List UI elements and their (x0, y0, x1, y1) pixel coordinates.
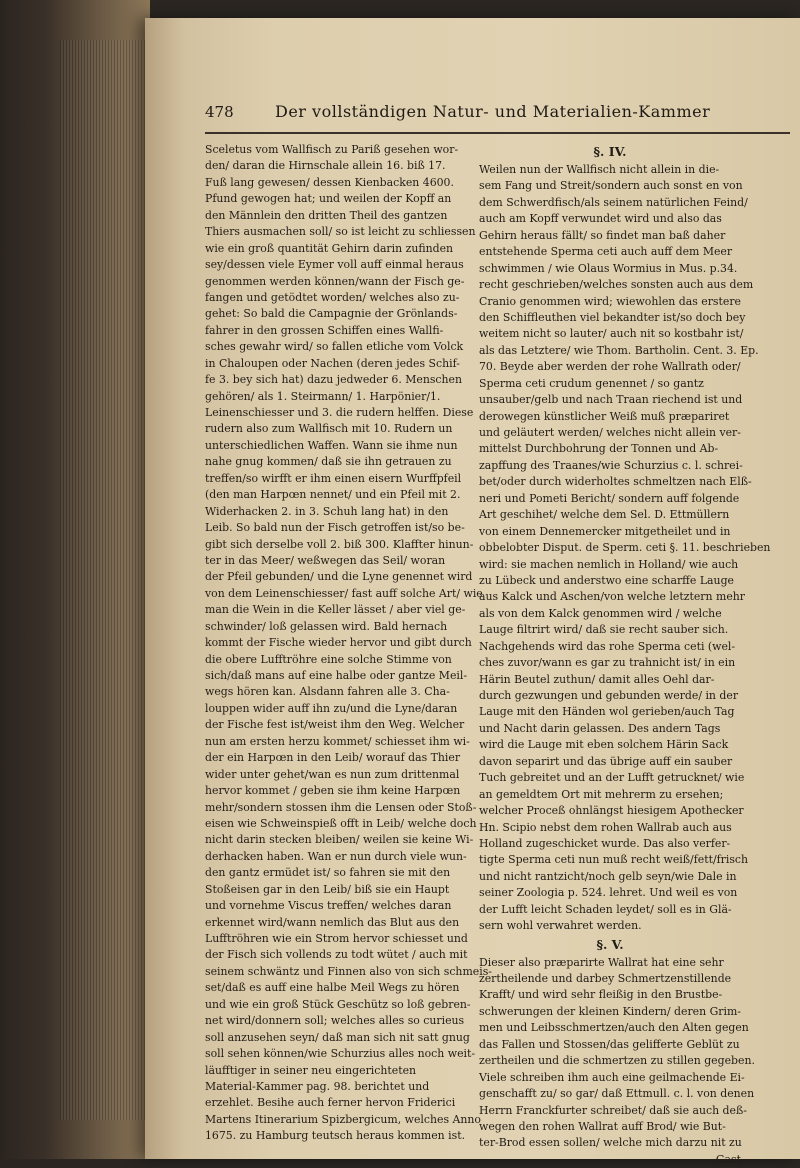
text-line: Lauge filtrirt wird/ daß sie recht sauber sich. (479, 623, 729, 637)
text-line: mehr/sondern stossen ihm die Lensen oder Stoß- (205, 800, 477, 814)
page-number: 478 (205, 103, 234, 121)
text-line: wird: sie machen nemlich in Holland/ wie auch (479, 557, 739, 571)
text-line: der Fisch sich vollends zu todt wütet / auch mit (205, 948, 468, 962)
text-line: entstehende Sperma ceti auch auff dem Meer (479, 245, 733, 259)
text-line: unsauber/gelb und nach Traan riechend ist und (479, 393, 743, 407)
text-line: von einem Dennemercker mitgetheilet und in (479, 524, 731, 538)
text-line: hervor kommet / geben sie ihm keine Harpœn (205, 784, 461, 798)
text-line: soll sehen können/wie Schurzius alles noch weit- (205, 1047, 476, 1061)
text-line: zertheilen und die schmertzen zu stillen gegeben. (479, 1054, 755, 1068)
text-line: und nicht rantzicht/noch gelb seyn/wie Dale in (479, 869, 737, 883)
text-line: ches zuvor/wann es gar zu trahnicht ist/ in ein (479, 656, 736, 670)
catchword: Gast (715, 1152, 741, 1166)
text-line: Fuß lang gewesen/ dessen Kienbacken 4600. (205, 175, 454, 189)
text-line: set/daß es auff eine halbe Meil Wegs zu hören (205, 981, 460, 995)
text-line: nun am ersten herzu kommet/ schiesset ihm wi- (205, 734, 470, 748)
text-line: mittelst Durchbohrung der Tonnen und Ab- (479, 442, 719, 456)
text-line: den Männlein den dritten Theil des gantzen (205, 208, 448, 222)
text-line: erkennet wird/wann nemlich das Blut aus den (205, 915, 460, 929)
text-line: 70. Beyde aber werden der rohe Wallrath oder/ (479, 360, 741, 374)
text-line: Art geschihet/ welche dem Sel. D. Ettmüllern (479, 508, 730, 522)
text-line: weitem nicht so lauter/ auch nit so kostbahr ist/ (479, 327, 744, 341)
text-line: Holland zugeschicket wurde. Das also verfer- (479, 836, 731, 850)
text-line: man die Wein in die Keller lässet / aber viel ge- (205, 603, 466, 617)
text-line: gehören/ als 1. Steirmann/ 1. Harpönier/1. (205, 389, 441, 403)
text-line: durch gezwungen und gebunden werde/ in der (479, 689, 739, 702)
text-line: obbelobter Disput. de Sperm. ceti §. 11. beschrieben (479, 541, 771, 555)
text-line: Gehirn heraus fällt/ so findet man baß daher (479, 228, 726, 242)
text-line: genschafft zu/ so gar/ daß Ettmull. c. l. von denen (479, 1087, 755, 1101)
text-line: fangen und getödtet worden/ welches also zu- (205, 290, 460, 304)
text-line: seinem schwäntz und Finnen also von sich schmeis- (205, 964, 492, 978)
text-line: und Nacht darin gelassen. Des andern Tags (479, 721, 721, 735)
text-line: der ein Harpœn in den Leib/ worauf das Thier (205, 751, 461, 765)
text-line: Martens Itinerarium Spizbergicum, welches Anno (205, 1112, 481, 1126)
text-line: auch am Kopff verwundet wird und also das (479, 212, 722, 226)
text-line: erzehlet. Besihe auch ferner hervon Friderici (205, 1096, 456, 1110)
text-line: Cranio genommen wird; wiewohlen das erstere (479, 294, 741, 308)
text-line: in Chaloupen oder Nachen (deren jedes Schif- (205, 356, 460, 370)
text-line: als das Letztere/ wie Thom. Bartholin. Cent. 3. Ep. (479, 343, 759, 357)
text-line: eisen wie Schweinspieß offt in Leib/ welche doch (205, 816, 477, 830)
right-text-column (479, 142, 771, 1168)
text-line: wider unter gehet/wan es nun zum drittenmal (205, 767, 460, 781)
text-line: Stoßeisen gar in den Leib/ biß sie ein Haupt (205, 882, 450, 896)
text-line: Dieser also præparirte Wallrat hat eine sehr (479, 955, 724, 969)
text-line: läufftiger in seiner neu eingerichteten (205, 1063, 417, 1077)
text-line: Krafft/ und wird sehr fleißig in den Brustbe- (479, 988, 723, 1002)
text-line: den Schiffleuthen viel bekandter ist/so doch bey (479, 310, 746, 324)
book-edge (0, 0, 150, 1159)
running-title: Der vollständigen Natur- und Materialien-Kammer (275, 102, 711, 121)
text-line: Tuch gebreitet und an der Lufft getrucknet/ wie (479, 771, 745, 785)
text-line: neri und Pometi Bericht/ sondern auff folgende (479, 491, 740, 505)
text-line: rudern also zum Wallfisch mit 10. Rudern un (205, 422, 453, 436)
text-line: schwinder/ loß gelassen wird. Bald hernach (205, 619, 448, 633)
section-v-heading: §. V. (596, 936, 624, 952)
page-header (205, 102, 785, 130)
text-line: soll anzusehen seyn/ daß man sich nit satt gnug (205, 1030, 470, 1044)
text-line: schwerungen der kleinen Kindern/ deren Grim- (479, 1004, 741, 1018)
text-line: welcher Proceß ohnlängst hiesigem Apothecker (479, 804, 744, 818)
text-line: Viele schreiben ihm auch eine geilmachende Ei- (479, 1070, 745, 1084)
text-line: Herrn Franckfurter schreibet/ daß sie auch deß- (479, 1103, 747, 1117)
text-line: und vornehme Viscus treffen/ welches daran (205, 899, 452, 913)
text-line: und wie ein groß Stück Geschütz so loß gebren- (205, 997, 471, 1011)
section-iv-text (479, 162, 771, 935)
text-line: Thiers ausmachen soll/ so ist leicht zu schliessen (205, 225, 476, 239)
text-line: als von dem Kalck genommen wird / welche (479, 606, 722, 620)
text-line: men und Leibsschmertzen/auch den Alten gegen (479, 1021, 749, 1035)
text-line: sches gewahr wird/ so fallen etliche vom Volck (205, 340, 464, 354)
text-line: aus Kalck und Aschen/von welche letztern mehr (479, 590, 745, 604)
text-line: Sperma ceti crudum genennet / so gantz (479, 376, 704, 390)
text-line: recht geschrieben/welches sonsten auch aus dem (479, 278, 754, 292)
book-page (145, 18, 800, 1166)
text-line: der Fische fest ist/weist ihm den Weg. Welcher (205, 718, 465, 732)
text-line: kommt der Fische wieder hervor und gibt durch (205, 636, 472, 650)
text-line: ter-Brod essen sollen/ welche mich darzu nit zu (479, 1136, 742, 1150)
text-line: davon separirt und das übrige auff ein sauber (479, 754, 733, 768)
text-line: der Lufft leicht Schaden leydet/ soll es in Glä- (479, 902, 732, 916)
text-line: das Fallen und Stossen/das gelifferte Geblüt zu (479, 1037, 740, 1051)
text-line: sern wohl verwahret werden. (479, 919, 642, 933)
text-line: nicht darin stecken bleiben/ weilen sie keine Wi- (205, 833, 474, 847)
text-line: Härin Beutel zuthun/ damit alles Oehl dar- (479, 672, 715, 686)
text-line: schwimmen / wie Olaus Wormius in Mus. p.34. (479, 261, 738, 275)
text-line: derowegen künstlicher Weiß muß præpariret (479, 409, 730, 423)
text-line: zu Lübeck und anderstwo eine scharffe Lauge (479, 573, 734, 587)
text-line: und geläutert werden/ welches nicht allein ver- (479, 426, 741, 439)
text-line: zapffung des Traanes/wie Schurzius c. l. schrei- (479, 458, 743, 472)
page-edges-texture (60, 40, 150, 1120)
text-line: seiner Zoologia p. 524. lehret. Und weil es von (479, 886, 738, 900)
text-line: sey/dessen viele Eymer voll auff einmal heraus (205, 258, 464, 272)
text-line: Leinenschiesser und 3. die rudern helffen. Diese (205, 406, 474, 419)
text-line: den/ daran die Hirnschale allein 16. biß 17. (205, 159, 446, 173)
text-line: Pfund gewogen hat; und weilen der Kopff an (205, 192, 452, 206)
text-line: Hn. Scipio nebst dem rohen Wallrab auch aus (479, 820, 732, 834)
text-line: von dem Leinenschiesser/ fast auff solche Art/ wie (205, 586, 483, 600)
section-v-text (479, 955, 755, 1152)
section-iv-heading: §. IV. (593, 144, 627, 159)
text-line: der Pfeil gebunden/ und die Lyne genennet wird (205, 570, 473, 584)
text-line: Weilen nun der Wallfisch nicht allein in die- (479, 163, 720, 176)
text-line: wegen den rohen Wallrat auff Brod/ wie But- (479, 1119, 726, 1133)
text-line: Lufftröhren wie ein Strom hervor schiesset und (205, 932, 468, 945)
text-line: wegs hören kan. Alsdann fahren alle 3. Cha- (205, 685, 450, 699)
text-line: Material-Kammer pag. 98. berichtet und (205, 1079, 430, 1093)
text-line: den gantz ermüdet ist/ so fahren sie mit den (205, 866, 451, 880)
text-line: derhacken haben. Wan er nun durch viele wun- (205, 849, 467, 863)
text-line: die obere Lufftröhre eine solche Stimme von (205, 652, 452, 666)
text-line: Sceletus vom Wallfisch zu Pariß gesehen wor- (205, 143, 459, 156)
text-line: an gemeldtem Ort mit mehrerm zu ersehen; (479, 787, 724, 801)
text-line: gibt sich derselbe voll 2. biß 300. Klaffter hinun- (205, 537, 474, 551)
text-line: net wird/donnern soll; welches alles so curieus (205, 1014, 465, 1028)
text-line: fe 3. bey sich hat) dazu jedweder 6. Menschen (205, 373, 463, 387)
text-line: treffen/so wirfft er ihm einen eisern Wurffpfeil (205, 471, 462, 485)
left-text-column (205, 142, 492, 1145)
header-rule (205, 132, 790, 134)
text-line: sem Fang und Streit/sondern auch sonst en von (479, 179, 743, 193)
text-line: fahrer in den grossen Schiffen eines Wallfi- (205, 323, 444, 337)
text-line: bet/oder durch widerholtes schmeltzen nach Elß- (479, 475, 752, 489)
text-line: Widerhacken 2. in 3. Schuh lang hat) in den (205, 504, 449, 518)
text-line: (den man Harpœn nennet/ und ein Pfeil mit 2. (205, 488, 461, 502)
text-line: Lauge mit den Händen wol gerieben/auch Tag (479, 705, 735, 719)
text-line: wird die Lauge mit eben solchem Härin Sack (479, 738, 729, 752)
text-line: Nachgehends wird das rohe Sperma ceti (wel- (479, 639, 736, 653)
text-line: gehet: So bald die Campagnie der Grönlands- (205, 307, 458, 321)
text-line: unterschiedlichen Waffen. Wann sie ihme nun (205, 438, 458, 452)
text-line: ter in das Meer/ weßwegen das Seil/ woran (205, 553, 446, 567)
text-line: 1675. zu Hamburg teutsch heraus kommen ist. (205, 1129, 466, 1143)
text-line: nahe gnug kommen/ daß sie ihn getrauen zu (205, 455, 452, 469)
text-line: wie ein groß quantität Gehirn darin zufinden (205, 241, 454, 255)
text-line: Leib. So bald nun der Fisch getroffen ist/so be- (205, 521, 465, 535)
text-line: sich/daß mans auf eine halbe oder gantze Meil- (205, 669, 468, 682)
text-line: zertheilende und darbey Schmertzenstillende (479, 972, 732, 985)
text-line: tigte Sperma ceti nun muß recht weiß/fett/frisch (479, 853, 749, 867)
text-line: dem Schwerdfisch/als seinem natürlichen Feind/ (479, 195, 748, 209)
text-line: genommen werden können/wann der Fisch ge- (205, 274, 465, 288)
text-line: louppen wider auff ihn zu/und die Lyne/daran (205, 701, 458, 715)
